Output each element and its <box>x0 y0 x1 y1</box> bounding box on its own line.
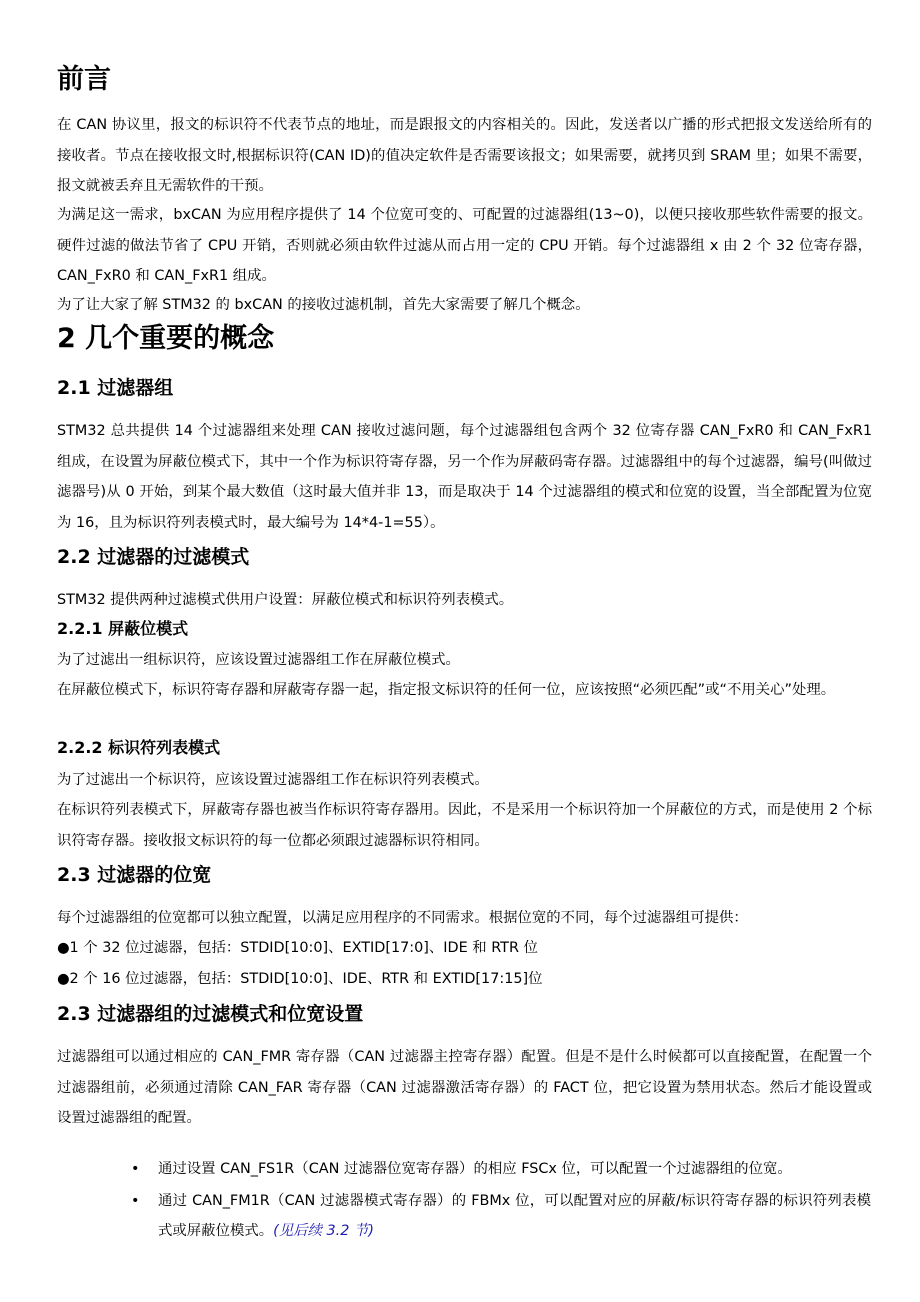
section-2-3b-heading: 2.3 过滤器组的过滤模式和位宽设置 <box>57 1003 364 1025</box>
list-item <box>131 1154 871 1184</box>
preface-heading: 前言 <box>57 64 111 95</box>
section-reference-link[interactable]: (见后续 3.2 节) <box>273 1223 374 1239</box>
section-2-2-2-heading: 2.2.2 标识符列表模式 <box>57 738 221 757</box>
list-item-text: 通过 CAN_FM1R（CAN 过滤器模式寄存器）的 FBMx 位，可以配置对应的屏蔽/标识符寄存器的标识符列表模式或屏蔽位模式。 <box>158 1193 871 1239</box>
section-2-2-heading: 2.2 过滤器的过滤模式 <box>57 546 250 568</box>
section-2-3-heading: 2.3 过滤器的位宽 <box>57 864 212 886</box>
bullet-dot-icon: • <box>131 1161 140 1177</box>
section-2-3-bullet-2: ●2 个 16 位过滤器，包括：STDID[10:0]、IDE、RTR 和 EXTID[17:15]位 <box>57 971 543 987</box>
section-2-2-2-paragraph-1: 为了过滤出一个标识符，应该设置过滤器组工作在标识符列表模式。 <box>57 772 489 788</box>
section-2-heading: 2 几个重要的概念 <box>57 323 275 354</box>
preface-paragraph-3: 为了让大家了解 STM32 的 bxCAN 的接收过滤机制，首先大家需要了解几个概念。 <box>57 297 590 313</box>
preface-paragraph-2: 为满足这一需求，bxCAN 为应用程序提供了 14 个位宽可变的、可配置的过滤器组(13~0)，以便只接收那些软件需要的报文。硬件过滤的做法节省了 CPU 开销，否则就必须由软件过滤从而占用一定的 CPU 开销。每个过滤器组 x 由 2 个 32 位寄存器，CAN_FxR0 和 CAN_FxR1 组成。 <box>57 207 872 284</box>
section-2-3b-paragraph: 过滤器组可以通过相应的 CAN_FMR 寄存器（CAN 过滤器主控寄存器）配置。但是不是什么时候都可以直接配置，在配置一个过滤器组前，必须通过清除 CAN_FAR 寄存器（CAN 过滤器激活寄存器）的 FACT 位，把它设置为禁用状态。然后才能设置或设置过滤器组的配置。 <box>57 1049 872 1126</box>
section-2-1-paragraph: STM32 总共提供 14 个过滤器组来处理 CAN 接收过滤问题，每个过滤器组包含两个 32 位寄存器 CAN_FxR0 和 CAN_FxR1 组成，在设置为屏蔽位模式下，其中一个作为标识符寄存器，另一个作为屏蔽码寄存器。过滤器组中的每个过滤器，编号(叫做过滤器号)从 0 开始，到某个最大数值（这时最大值并非 13，而是取决于 14 个过滤器组的模式和位宽的设置，当全部配置为位宽为 16，且为标识符列表模式时，最大编号为 14*4-1=55）。 <box>57 423 872 531</box>
list-item <box>131 1186 871 1246</box>
section-2-2-1-heading: 2.2.1 屏蔽位模式 <box>57 619 189 638</box>
section-2-1-heading: 2.1 过滤器组 <box>57 377 174 399</box>
section-2-2-paragraph: STM32 提供两种过滤模式供用户设置：屏蔽位模式和标识符列表模式。 <box>57 592 514 608</box>
section-2-2-1-paragraph-2: 在屏蔽位模式下，标识符寄存器和屏蔽寄存器一起，指定报文标识符的任何一位，应该按照“必须匹配”或“不用关心”处理。 <box>57 682 836 698</box>
preface-paragraph-1: 在 CAN 协议里，报文的标识符不代表节点的地址，而是跟报文的内容相关的。因此，发送者以广播的形式把报文发送给所有的接收者。节点在接收报文时,根据标识符(CAN ID)的值决定软件是否需要该报文；如果需要，就拷贝到 SRAM 里；如果不需要，报文就被丢弃且无需软件的干预。 <box>57 117 872 194</box>
bullet-dot-icon: • <box>131 1193 140 1209</box>
filter-config-bullet-list <box>131 1154 871 1246</box>
list-item-text: 通过设置 CAN_FS1R（CAN 过滤器位宽寄存器）的相应 FSCx 位，可以配置一个过滤器组的位宽。 <box>158 1161 792 1177</box>
section-2-2-2-paragraph-2: 在标识符列表模式下，屏蔽寄存器也被当作标识符寄存器用。因此，不是采用一个标识符加一个屏蔽位的方式，而是使用 2 个标识符寄存器。接收报文标识符的每一位都必须跟过滤器标识符相同。 <box>57 802 872 849</box>
section-2-3-bullet-1: ●1 个 32 位过滤器，包括：STDID[10:0]、EXTID[17:0]、IDE 和 RTR 位 <box>57 940 538 956</box>
section-2-2-1-paragraph-1: 为了过滤出一组标识符，应该设置过滤器组工作在屏蔽位模式。 <box>57 652 460 668</box>
section-2-3-paragraph: 每个过滤器组的位宽都可以独立配置，以满足应用程序的不同需求。根据位宽的不同，每个过滤器组可提供： <box>57 910 748 926</box>
